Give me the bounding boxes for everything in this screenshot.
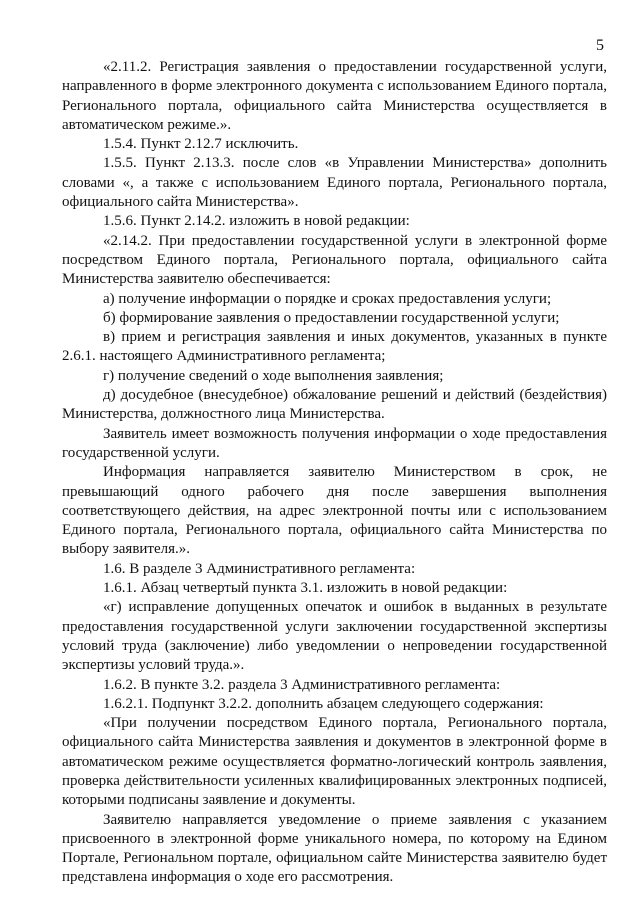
paragraph-1-5-5: 1.5.5. Пункт 2.13.3. после слов «в Управлении Министерства» дополнить словами «, а также с использованием Единого портала, Регионального портала, официального сайта Министерства». bbox=[62, 155, 607, 211]
paragraph-1-6-1: 1.6.1. Абзац четвертый пункта 3.1. изложить в новой редакции: bbox=[103, 580, 508, 597]
document-body bbox=[62, 58, 607, 888]
list-item-a: а) получение информации о порядке и сроках предоставления услуги; bbox=[103, 290, 552, 307]
page-number: 5 bbox=[596, 37, 604, 54]
paragraph-1-6: 1.6. В разделе 3 Административного регламента: bbox=[103, 560, 416, 577]
paragraph-item-g-correction: «г) исправление допущенных опечаток и ошибок в выданных в результате предоставления государственной услуги заключении государственной экспертизы условий труда (заключение) либо уведомлении о непроведении государственной экспертизы условий труда.». bbox=[62, 599, 607, 674]
paragraph-2-14-2: «2.14.2. При предоставлении государственной услуги в электронной форме посредством Единого портала, Регионального портала, официального сайта Министерства заявителю обеспечивается: bbox=[62, 232, 607, 288]
list-item-b: б) формирование заявления о предоставлении государственной услуги; bbox=[103, 309, 560, 326]
paragraph-information-sent: Информация направляется заявителю Министерством в срок, не превышающий одного рабочего дня после завершения выполнения соответствующего действия, на адрес электронной почты или с использованием Единого портала, Регионального портала, официального сайта Министерства по выбору заявителя.». bbox=[62, 464, 607, 558]
paragraph-1-5-6: 1.5.6. Пункт 2.14.2. изложить в новой редакции: bbox=[103, 213, 410, 230]
paragraph-electronic-receipt: «При получении посредством Единого портала, Регионального портала, официального сайта Министерства заявления и документов в электронной форме в автоматическом режиме осуществляется форматно-логический контроль заявления, проверка действительности усиленных квалифицированных электронных подписей, которыми подписаны заявление и документы. bbox=[62, 715, 607, 809]
paragraph-applicant-notice: Заявителю направляется уведомление о приеме заявления с указанием присвоенного в электронной форме уникального номера, по которому на Едином Портале, Региональном портале, официальном сайте Министерства заявителю будет представлена информация о ходе его рассмотрения. bbox=[62, 811, 607, 886]
paragraph-1-5-4: 1.5.4. Пункт 2.12.7 исключить. bbox=[103, 136, 299, 153]
paragraph-1-6-2: 1.6.2. В пункте 3.2. раздела 3 Административного регламента: bbox=[103, 676, 501, 693]
list-item-g: г) получение сведений о ходе выполнения заявления; bbox=[103, 367, 444, 384]
paragraph-applicant-info: Заявитель имеет возможность получения информации о ходе предоставления государственной услуги. bbox=[62, 425, 607, 461]
paragraph-2-11-2: «2.11.2. Регистрация заявления о предоставлении государственной услуги, направленного в форме электронного документа с использованием Единого портала, Регионального портала, официального сайта Министерства осуществляется в автоматическом режиме.». bbox=[62, 59, 607, 133]
list-item-v: в) прием и регистрация заявления и иных документов, указанных в пункте 2.6.1. настоящего Административного регламента; bbox=[62, 329, 607, 365]
paragraph-1-6-2-1: 1.6.2.1. Подпункт 3.2.2. дополнить абзацем следующего содержания: bbox=[103, 695, 544, 712]
list-item-d: д) досудебное (внесудебное) обжалование решений и действий (бездействия) Министерства, должностного лица Министерства. bbox=[62, 387, 607, 423]
